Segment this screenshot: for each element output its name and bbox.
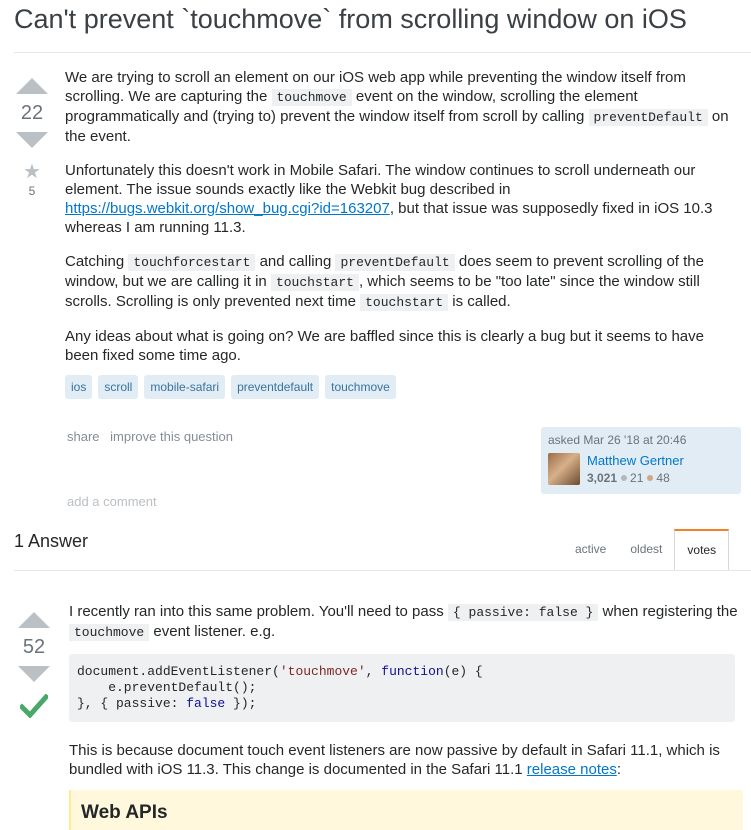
webkit-bug-link[interactable]: https://bugs.webkit.org/show_bug.cgi?id=163207 xyxy=(65,200,390,217)
inline-code: preventDefault xyxy=(589,109,708,126)
user-name-link[interactable]: Matthew Gertner xyxy=(587,453,684,468)
callout-heading: Web APIs xyxy=(81,802,168,823)
post-menu xyxy=(67,429,240,444)
add-comment-link[interactable]: add a comment xyxy=(67,494,157,509)
tag-list xyxy=(65,375,396,399)
inline-code: touchmove xyxy=(69,624,149,641)
favorite-count: 5 xyxy=(28,184,36,198)
inline-code: touchforcestart xyxy=(128,254,255,271)
share-link[interactable]: share xyxy=(67,429,100,444)
code-block: document.addEventListener('touchmove', function(e) { e.preventDefault(); }, { passive: false }); xyxy=(69,654,735,722)
answer-sort-tabs xyxy=(563,530,729,570)
inline-code: touchstart xyxy=(360,294,448,311)
tag-mobile-safari[interactable]: mobile-safari xyxy=(144,375,225,399)
answers-divider xyxy=(14,570,751,571)
blockquote-callout xyxy=(69,790,743,830)
question-vote-count: 22 xyxy=(20,102,44,124)
question-body xyxy=(65,68,737,380)
user-card xyxy=(541,427,741,494)
answer-vote-count: 52 xyxy=(22,636,46,658)
silver-badge-count: 21 xyxy=(630,471,644,485)
answers-count-header: 1 Answer xyxy=(14,531,89,551)
downvote-arrow-icon[interactable] xyxy=(18,666,50,682)
silver-badge-icon xyxy=(621,475,627,481)
user-reputation xyxy=(587,471,670,485)
tab-votes[interactable]: votes xyxy=(674,529,729,570)
answer-body xyxy=(69,602,741,657)
reputation-score: 3,021 xyxy=(587,471,618,485)
avatar[interactable] xyxy=(548,453,580,485)
favorite-star-icon[interactable]: ★ xyxy=(23,161,41,183)
question-votecell xyxy=(12,78,52,198)
release-notes-link[interactable]: release notes xyxy=(526,761,617,778)
question-paragraph: We are trying to scroll an element on our iOS web app while preventing the window itself from scrolling. We are capturing the touchmove event on the window, scrolling the element programmatically and (trying to) prevent the window itself from scroll by calling preventDefault on the event. xyxy=(65,69,729,145)
question-paragraph: Any ideas about what is going on? We are baffled since this is clearly a bug but it seems to have been fixed some time ago. xyxy=(65,328,704,364)
inline-code: { passive: false } xyxy=(448,604,598,621)
downvote-arrow-icon[interactable] xyxy=(16,132,48,148)
improve-question-link[interactable]: improve this question xyxy=(110,429,233,444)
upvote-arrow-icon[interactable] xyxy=(16,78,48,94)
asked-date: asked Mar 26 '18 at 20:46 xyxy=(548,433,687,447)
accepted-checkmark-icon xyxy=(14,694,54,723)
inline-code: touchstart xyxy=(271,274,359,291)
title-divider xyxy=(14,52,751,53)
question-paragraph: Catching touchforcestart and calling preventDefault does seem to prevent scrolling of the window, but we are calling it in touchstart , which seems to be "too late" since the window still scrolls. Scrolling is only prevented next time touchstart is called. xyxy=(65,253,704,310)
inline-code: preventDefault xyxy=(335,254,454,271)
tag-preventdefault[interactable]: preventdefault xyxy=(231,375,319,399)
page-title: Can't prevent `touchmove` from scrolling window on iOS xyxy=(14,4,687,34)
answer-paragraph: I recently ran into this same problem. You'll need to pass { passive: false } when registering the touchmove event listener. e.g. xyxy=(69,603,738,640)
tag-scroll[interactable]: scroll xyxy=(98,375,138,399)
upvote-arrow-icon[interactable] xyxy=(18,612,50,628)
tag-touchmove[interactable]: touchmove xyxy=(325,375,396,399)
answer-paragraph: This is because document touch event listeners are now passive by default in Safari 11.1, which is bundled with iOS 11.3. This change is documented in the Safari 11.1 release notes: xyxy=(69,742,720,778)
tag-ios[interactable]: ios xyxy=(65,375,92,399)
bronze-badge-icon xyxy=(647,475,653,481)
bronze-badge-count: 48 xyxy=(656,471,670,485)
answer-votecell xyxy=(14,612,54,723)
tab-oldest[interactable]: oldest xyxy=(630,542,663,556)
question-paragraph: Unfortunately this doesn't work in Mobile Safari. The window continues to scroll underneath our element. The issue sounds exactly like the Webkit bug described in https://bugs.webkit.org/show_bug.cgi?id=163207, but that issue was supposedly fixed in iOS 10.3 whereas I am running 11.3. xyxy=(65,162,713,236)
inline-code: touchmove xyxy=(272,89,352,106)
answer-body-continued xyxy=(69,741,741,794)
tab-active[interactable]: active xyxy=(575,542,607,556)
